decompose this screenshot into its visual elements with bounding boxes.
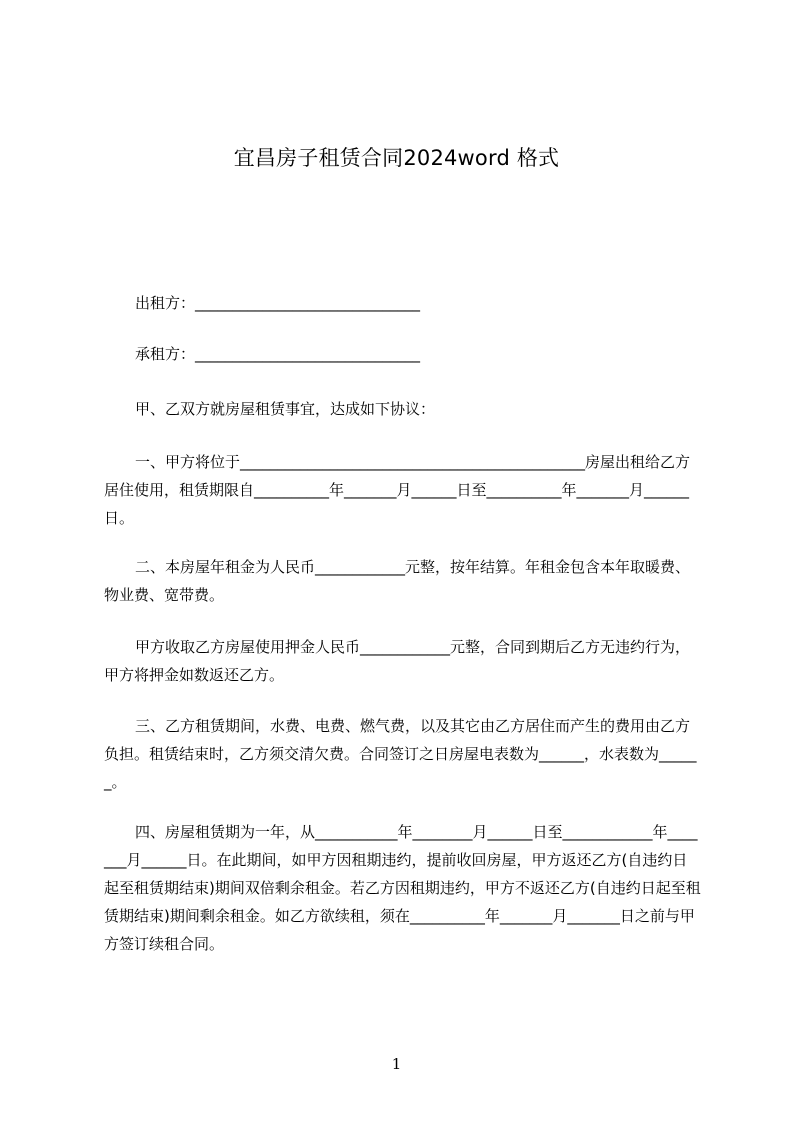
document-title: 宜昌房子租赁合同2024word 格式	[233, 146, 560, 170]
clause-1-paragraph: 一、甲方将位于______________________________________________房屋出租给乙方居住使用，租赁期限自__________年_______月______日至__________年_______月______日。	[104, 453, 691, 527]
deposit-paragraph: 甲方收取乙方房屋使用押金人民币____________元整，合同到期后乙方无违约行为，甲方将押金如数返还乙方。	[104, 638, 691, 684]
page-number: 1	[391, 1055, 402, 1073]
lessee-line: 承租方：______________________________	[135, 345, 421, 363]
clause-4-paragraph: 四、房屋租赁期为一年，从___________年________月______日至____________年_______月______日。在此期间，如甲方因租期违约，提前收回房屋，甲方返还乙方(自违约日起至租赁期结束)期间双倍剩余租金。若乙方因租期违约，甲方不返还乙方(自违约日起至租赁期结束)期间剩余租金。如乙方欲续租，须在__________年_______月_______日之前与甲方签订续租合同。	[104, 823, 701, 953]
lessor-line: 出租方：______________________________	[135, 294, 421, 312]
clause-2-paragraph: 二、本房屋年租金为人民币____________元整，按年结算。年租金包含本年取暖费、物业费、宽带费。	[104, 558, 691, 604]
clause-3-paragraph: 三、乙方租赁期间，水费、电费、燃气费，以及其它由乙方居住而产生的费用由乙方负担。租赁结束时，乙方须交清欠费。合同签订之日房屋电表数为______，水表数为______。	[104, 717, 697, 791]
intro-paragraph: 甲、乙双方就房屋租赁事宜，达成如下协议：	[135, 400, 436, 418]
